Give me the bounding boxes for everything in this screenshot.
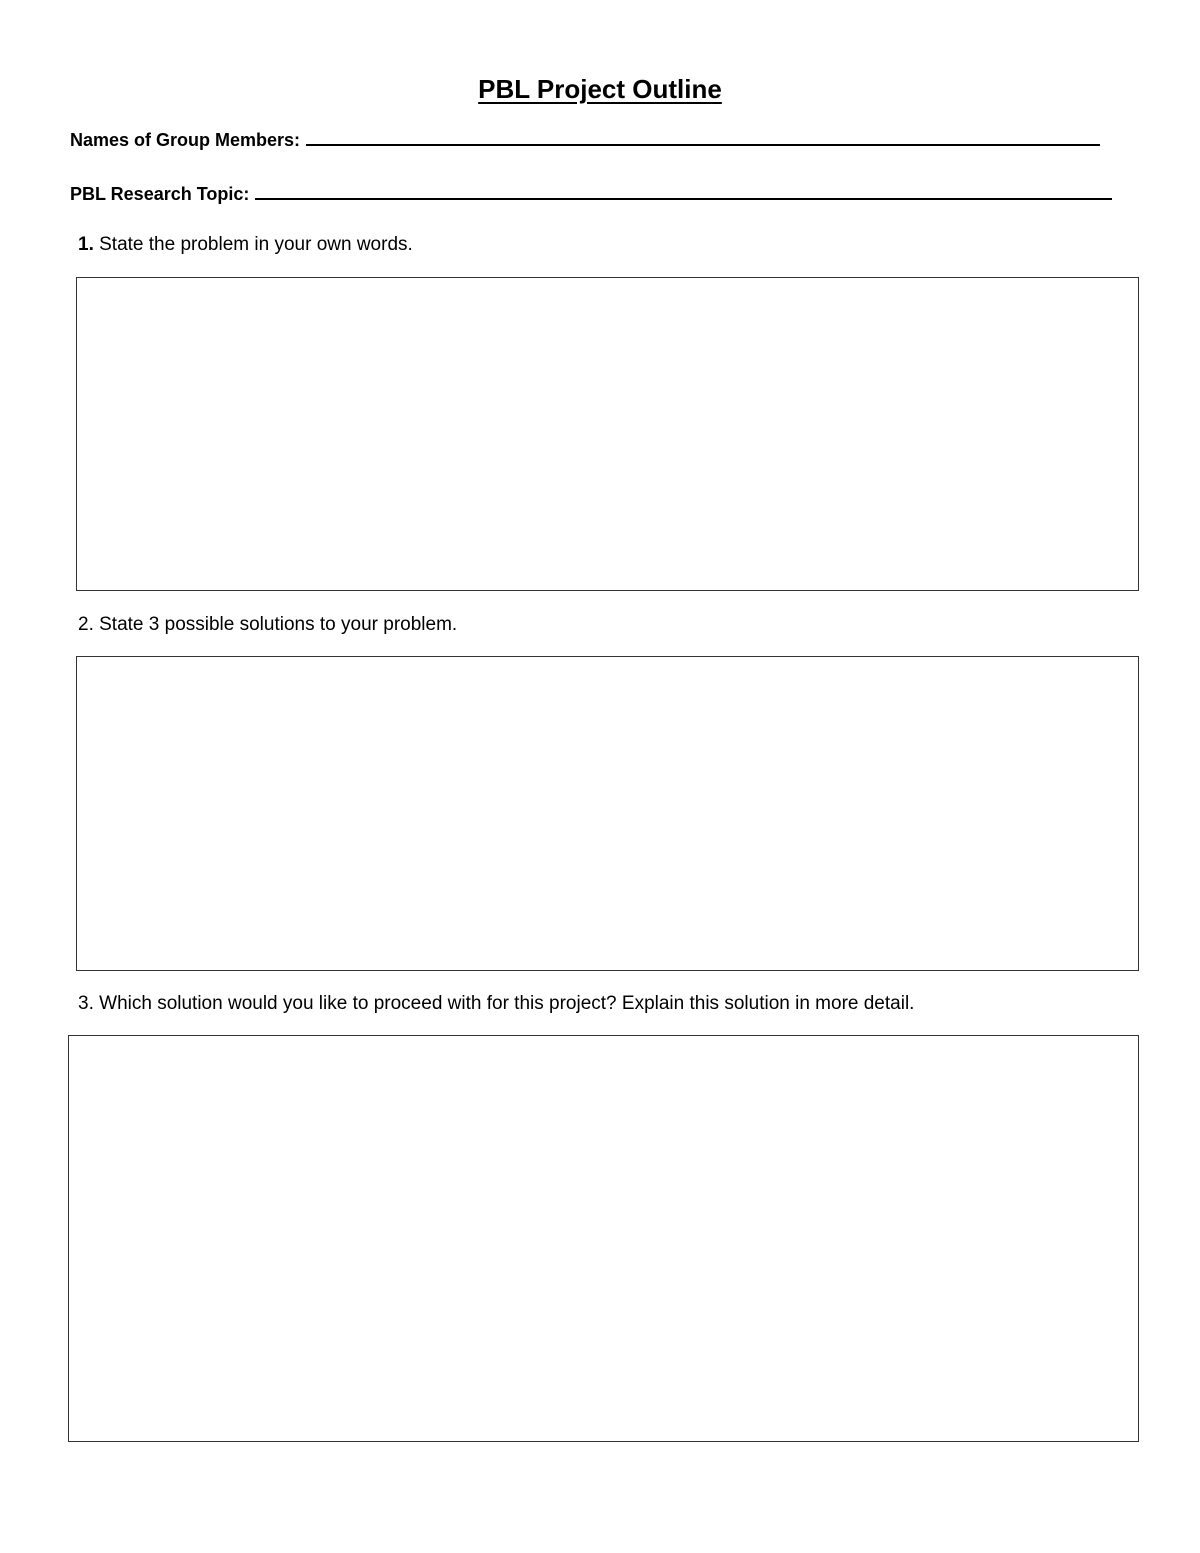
question-2-number: 2. [78, 614, 94, 635]
question-2 [78, 614, 457, 636]
answer-box-1[interactable] [76, 277, 1139, 591]
question-1-number: 1. [78, 234, 94, 255]
research-topic-field [70, 184, 1112, 205]
group-members-field [70, 130, 1100, 151]
question-3-number: 3. [78, 993, 94, 1014]
research-topic-blank[interactable] [255, 184, 1112, 200]
question-3 [78, 993, 914, 1015]
question-1-text: State the problem in your own words. [93, 234, 413, 255]
question-1 [78, 234, 413, 256]
group-members-blank[interactable] [306, 130, 1100, 146]
research-topic-label: PBL Research Topic: [70, 184, 250, 204]
page-title: PBL Project Outline [478, 74, 722, 104]
question-3-text: Which solution would you like to proceed with for this project? Explain this solution in more detail. [93, 993, 915, 1014]
answer-box-2[interactable] [76, 656, 1139, 971]
answer-box-3[interactable] [68, 1035, 1139, 1442]
group-members-label: Names of Group Members: [70, 130, 301, 150]
question-2-text: State 3 possible solutions to your problem. [93, 614, 458, 635]
